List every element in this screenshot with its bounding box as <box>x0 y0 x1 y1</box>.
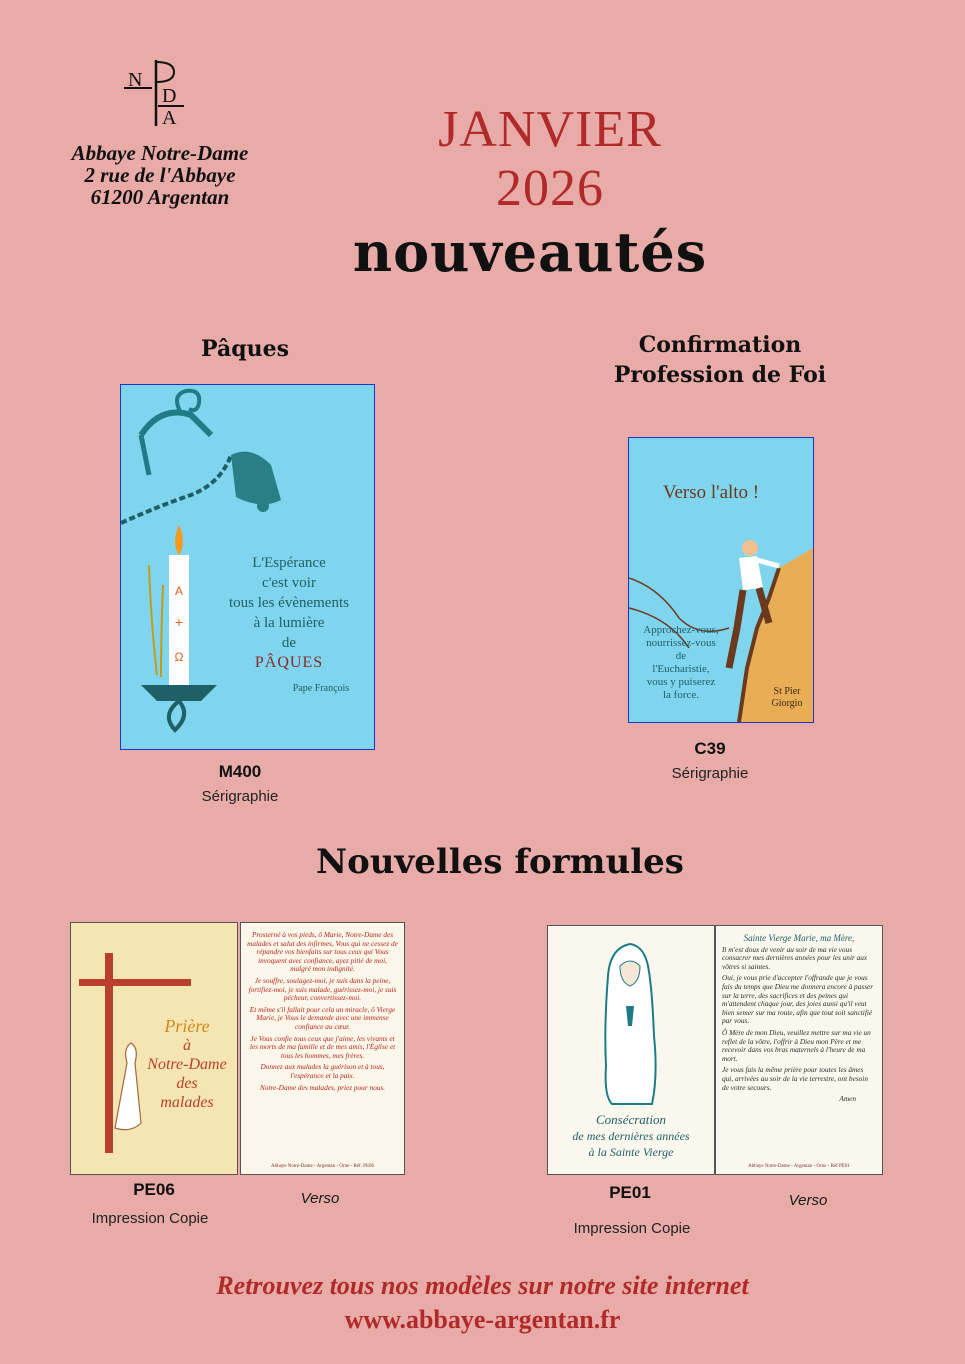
pe06-verso-text: Prosterné à vos pieds, ô Marie, Notre-Dame des malades et salut des infirmes, Vous qui ne cessez de répandre vos bienfaits sur tous ceux qui Vous invoquent avec confiance, ayez pitié de moi, malgré mon indignité. Je souffre, soulagez-moi, je suis dans la peine, fortifiez-moi, je suis malade, guérissez-moi, je suis pécheur, convertissez-moi. Et même s'il fallait pour cela un miracle, ô Vierge Marie, je Vous le demande avec une immense confiance au cœur. Je Vous confie tous ceux que j'aime, les vivants et les morts de ma famille et de mes amis, l'Église et tous les hommes, mes frères. Donnez aux malades la guérison et à tous, l'espérance et la paix. Notre-Dame des malades, priez pour nous. <box>247 930 398 1092</box>
card-c39-quote: Approchez-vous, nourrissez-vous de l'Eucharistie, vous y puiserez la force. <box>643 624 719 701</box>
news-heading: nouveautés <box>352 220 708 284</box>
c39-technique: Sérigraphie <box>671 765 749 782</box>
svg-text:D: D <box>162 85 177 107</box>
address-line: 2 rue de l'Abbaye <box>84 163 236 187</box>
issue-month: JANVIER 2026 <box>438 101 662 217</box>
m400-technique: Sérigraphie <box>201 788 279 805</box>
pe01-verso-label: Verso <box>788 1192 828 1209</box>
pe01-front-image[interactable] <box>547 925 715 1175</box>
c39-reference: C39 <box>694 739 726 758</box>
pe01-verso-image[interactable] <box>715 925 883 1175</box>
abbey-logo <box>118 58 194 128</box>
website-link[interactable]: www.abbaye-argentan.fr <box>344 1305 621 1334</box>
pe01-technique: Impression Copie <box>573 1220 691 1237</box>
svg-text:+: + <box>174 614 184 630</box>
svg-text:Ω: Ω <box>174 650 184 664</box>
card-c39-image[interactable] <box>628 437 814 723</box>
pe01-front-title: Consécration de mes dernières années à la Sainte Vierge <box>572 1112 690 1159</box>
card-m400-quote: L'Espérance c'est voir tous les évènements à la lumière de PÂQUES <box>229 555 349 671</box>
pe06-verso-label: Verso <box>300 1190 340 1207</box>
card-m400-author: Pape François <box>292 683 350 694</box>
formules-heading: Nouvelles formules <box>316 842 684 882</box>
pe01-reference: PE01 <box>609 1183 651 1202</box>
address-line: 61200 Argentan <box>90 185 230 209</box>
paques-heading: Pâques <box>201 336 289 362</box>
pe01-verso-footer: Abbaye Notre-Dame - Argentan - Orne - Réf PE01 <box>748 1164 850 1169</box>
address-line: Abbaye Notre-Dame <box>71 141 249 165</box>
abbey-address <box>40 142 280 208</box>
pe06-verso-footer: Abbaye Notre-Dame - Argentan - Orne - Réf. PE06 <box>270 1164 375 1169</box>
pe06-verso-image[interactable] <box>240 922 405 1175</box>
card-c39-author: St Pier Giorgio <box>771 686 803 709</box>
svg-text:N: N <box>128 69 143 91</box>
svg-text:A: A <box>162 107 177 128</box>
pe06-reference: PE06 <box>133 1180 175 1199</box>
m400-reference: M400 <box>218 762 262 781</box>
card-c39-headline: Verso l'alto ! <box>662 482 760 503</box>
pe01-verso-text: Sainte Vierge Marie, ma Mère, Il m'est doux de venir au soir de ma vie vous consacrer mes dernières années pour les unir aux vôtres si saintes. Oui, je vous prie d'accepter l'offrande que je vous fais du temps que Dieu me donnera encore à passer sur la terre, des sacrifices et des peines qui m'attendent chaque jour, des joies aussi qu'il veut bien semer sur ma route, afin que tout soit sanctifié par vous. Ô Mère de mon Dieu, veuillez mettre sur ma vie un reflet de la vôtre, l'offrir à Dieu mon Père et me recevoir dans vos bras maternels à l'heure de ma mort. Je vous fais la même prière pour toutes les âmes qui, arrivées au soir de la vie terrestre, ont besoin de votre secours. Amen <box>722 933 874 1104</box>
pe06-technique: Impression Copie <box>91 1210 209 1227</box>
svg-text:A: A <box>174 584 184 598</box>
pe06-front-image[interactable] <box>70 922 238 1175</box>
footer-callout: Retrouvez tous nos modèles sur notre site internet <box>216 1271 749 1300</box>
pe06-front-title: Prière à Notre-Dame des malades <box>147 1016 227 1111</box>
card-m400-image[interactable] <box>120 384 375 750</box>
confirmation-heading: Confirmation Profession de Foi <box>613 332 827 388</box>
